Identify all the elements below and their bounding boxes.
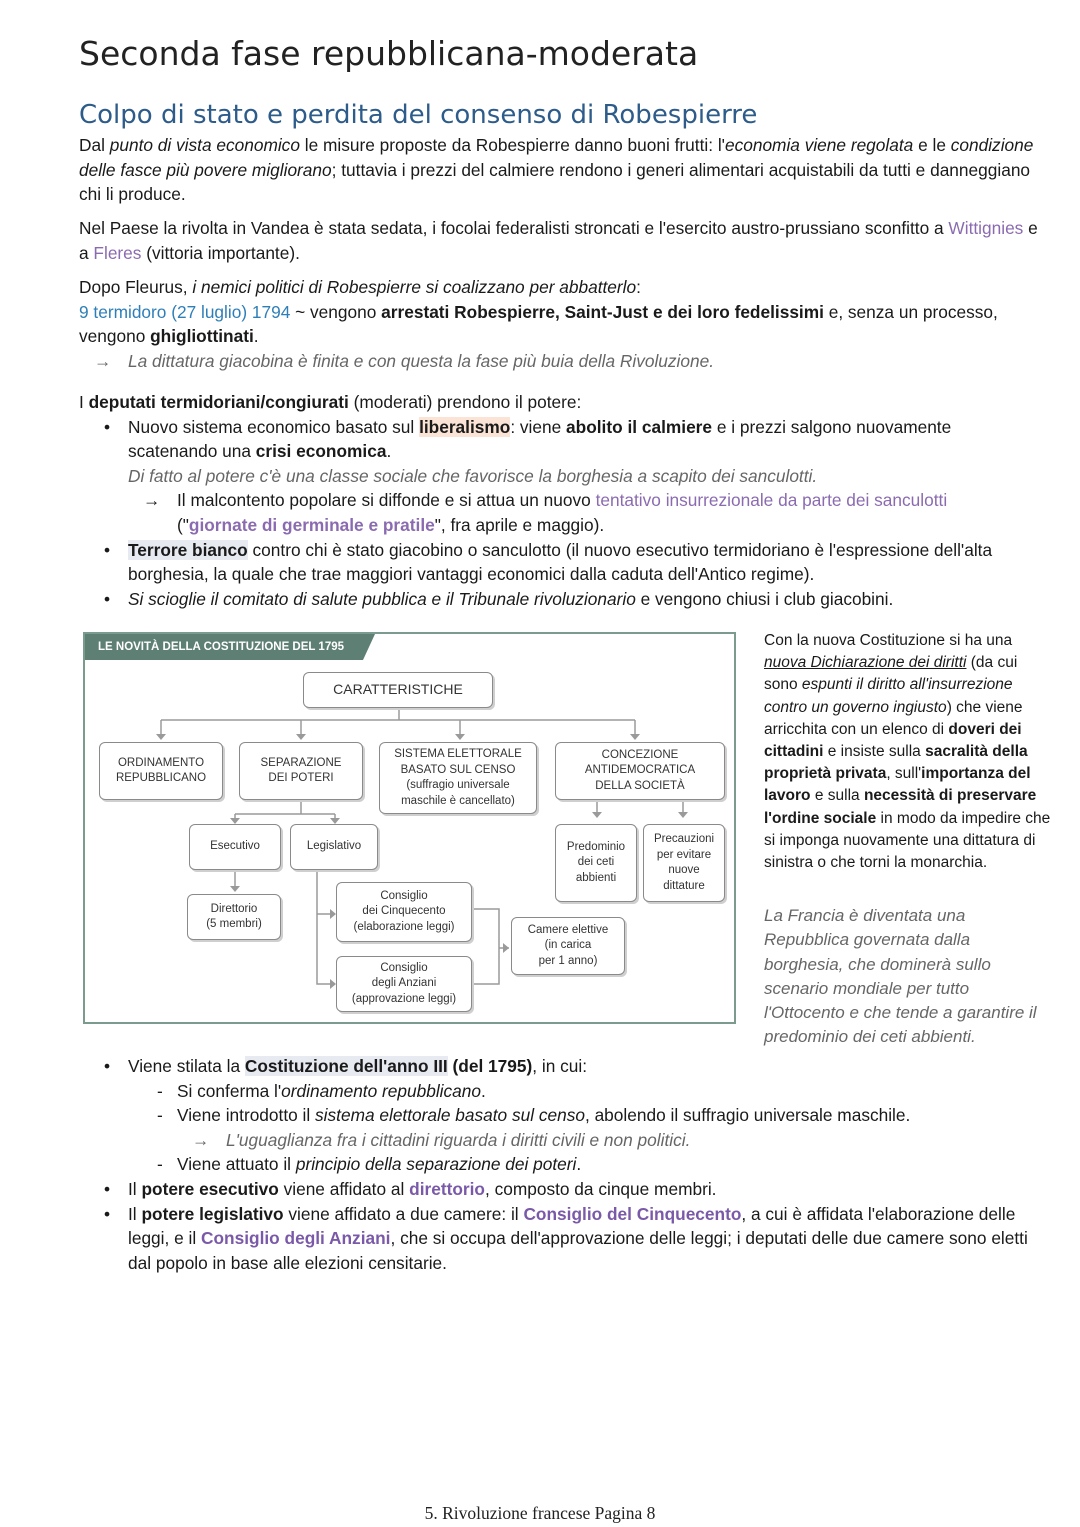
box-separazione: SEPARAZIONE DEI POTERI: [239, 742, 363, 800]
list-item: • Il potere esecutivo viene affidato al direttorio, composto da cinque membri.: [79, 1177, 1039, 1202]
box-precauzioni: Precauzioni per evitare nuove dittature: [643, 824, 725, 902]
list-item: • Il potere legislativo viene affidato a due camere: il Consiglio del Cinquecento, a cui è affidata l'elaborazione delle leggi, e il Consiglio degli Anziani, che si occupa dell'approvazione delle leggi; i deputati delle due camere sono eletti dal popolo in base alle elezioni censitarie.: [79, 1202, 1039, 1276]
arrow-icon: →: [94, 350, 112, 371]
box-caratteristiche: CARATTERISTICHE: [303, 672, 493, 708]
note-uguaglianza: → L'uguaglianza fra i cittadini riguarda i diritti civili e non politici.: [79, 1128, 1039, 1153]
list-item: • Nuovo sistema economico basato sul liberalismo: viene abolito il calmiere e i prezzi salgono nuovamente scatenando una crisi economica. Di fatto al potere c'è una classe sociale che favorisce la borghesia a scapito dei sanculotti. → Il malcontento popolare si diffonde e si attua un nuovo tentativo insurrezionale da parte dei sanculotti ("giornate di germinale e pratile", fra aprile e maggio).: [79, 415, 1039, 538]
page-footer: 5. Rivoluzione francese Pagina 8: [424, 1503, 656, 1523]
note-dittatura: → La dittatura giacobina è finita e con questa la fase più buia della Rivoluzione.: [79, 349, 1039, 374]
list-item: - Viene attuato il principio della separazione dei poteri.: [79, 1152, 1039, 1177]
paragraph-vandea: Nel Paese la rivolta in Vandea è stata sedata, i focolai federalisti stroncati e l'esercito austro-prussiano sconfitto a Wittignies e a Fleres (vittoria importante).: [79, 218, 1038, 263]
box-predominio: Predominio dei ceti abbienti: [555, 824, 637, 902]
box-ordinamento: ORDINAMENTO REPUBBLICANO: [99, 742, 223, 800]
list-item: • Terrore bianco contro chi è stato giacobino o sanculotto (il nuovo esecutivo termidoriano è l'espressione dell'alta borghesia, la quale che trae maggiori vantaggi economici dalla caduta dell'Antico regime).: [79, 538, 1039, 587]
box-concezione: CONCEZIONE ANTIDEMOCRATICA DELLA SOCIETÀ: [555, 742, 725, 800]
constitution-diagram: [83, 632, 736, 1024]
side-note: La Francia è diventata una Repubblica governata dalla borghesia, che dominerà sullo scenario mondiale per tutto l'Ottocento e che tende a garantire il predominio dei ceti abbienti.: [764, 906, 1037, 1047]
section-title: Colpo di stato e perdita del consenso di Robespierre: [79, 100, 758, 130]
list-item: • Si scioglie il comitato di salute pubblica e il Tribunale rivoluzionario e vengono chiusi i club giacobini.: [79, 587, 1039, 612]
box-legislativo: Legislativo: [290, 824, 378, 870]
side-text: Con la nuova Costituzione si ha una nuova Dichiarazione dei diritti (da cui sono espunti il diritto all'insurrezione contro un governo ingiusto) che viene arricchita con un elenco di doveri dei cittadini e insiste sulla sacralità della proprietà privata, sull'importanza del lavoro e sulla necessità di preservare l'ordine sociale in modo da impedire che si imponga nuovamente una dittatura di sinistra o che torni la monarchia.: [764, 632, 1051, 872]
box-camere-elettive: Camere elettive (in carica per 1 anno): [511, 917, 625, 975]
box-anziani: Consiglio degli Anziani (approvazione leggi): [336, 956, 472, 1012]
page-title: Seconda fase repubblicana-moderata: [79, 34, 699, 73]
paragraph-economy: Dal punto di vista economico le misure proposte da Robespierre danno buoni frutti: l'economia viene regolata e le condizione delle fasce più povere migliorano; tuttavia i prezzi del calmiere rendono i generi alimentari acquistabili da tutti e danneggiano chi li produce.: [79, 135, 1034, 205]
paragraph-termidoro: Dopo Fleurus, i nemici politici di Robespierre si coalizzano per abbatterlo: 9 termidoro (27 luglio) 1794 ~ vengono arrestati Robespierre, Saint-Just e dei loro fedelissimi e, senza un processo, vengono ghigliottinati. → La dittatura giacobina è finita e con questa la fase più buia della Rivoluzione.: [79, 275, 1039, 373]
box-esecutivo: Esecutivo: [189, 824, 281, 870]
box-sistema-elettorale: SISTEMA ELETTORALE BASATO SUL CENSO (suffragio universale maschile è cancellato): [379, 742, 537, 814]
paragraph-costituzione: [79, 1054, 1039, 1275]
list-item: - Viene introdotto il sistema elettorale basato sul censo, abolendo il suffragio universale maschile.: [79, 1103, 1039, 1128]
box-cinquecento: Consiglio dei Cinquecento (elaborazione leggi): [336, 882, 472, 942]
list-item: • Viene stilata la Costituzione dell'anno III (del 1795), in cui:: [79, 1054, 1039, 1079]
arrow-icon: →: [143, 490, 161, 511]
diagram-header: LE NOVITÀ DELLA COSTITUZIONE DEL 1795: [85, 634, 363, 660]
box-direttorio: Direttorio (5 membri): [187, 894, 281, 940]
paragraph-termidoriani: I deputati termidoriani/congiurati (moderati) prendono il potere: • Nuovo sistema economico basato sul liberalismo: viene abolito il calmiere e i prezzi salgono nuovamente scatenando una crisi economica. Di fatto al potere c'è una classe sociale che favorisce la borghesia a scapito dei sanculotti. → Il malcontento popolare si diffonde e si attua un nuovo tentativo insurrezionale da parte dei sanculotti ("giornate di germinale e pratile", fra aprile e maggio). • Terrore bianco contro chi è stato giacobino o sanculotto (il nuovo esecutivo termidoriano è l'espressione dell'alta borghesia, la quale che trae maggiori vantaggi economici dalla caduta dell'Antico regime). • Si scioglie il comitato di salute pubblica e il Tribunale rivoluzionario e vengono chiusi i club giacobini.: [79, 390, 1039, 611]
arrow-icon: →: [192, 1129, 210, 1150]
list-item: - Si conferma l'ordinamento repubblicano.: [79, 1079, 1039, 1104]
